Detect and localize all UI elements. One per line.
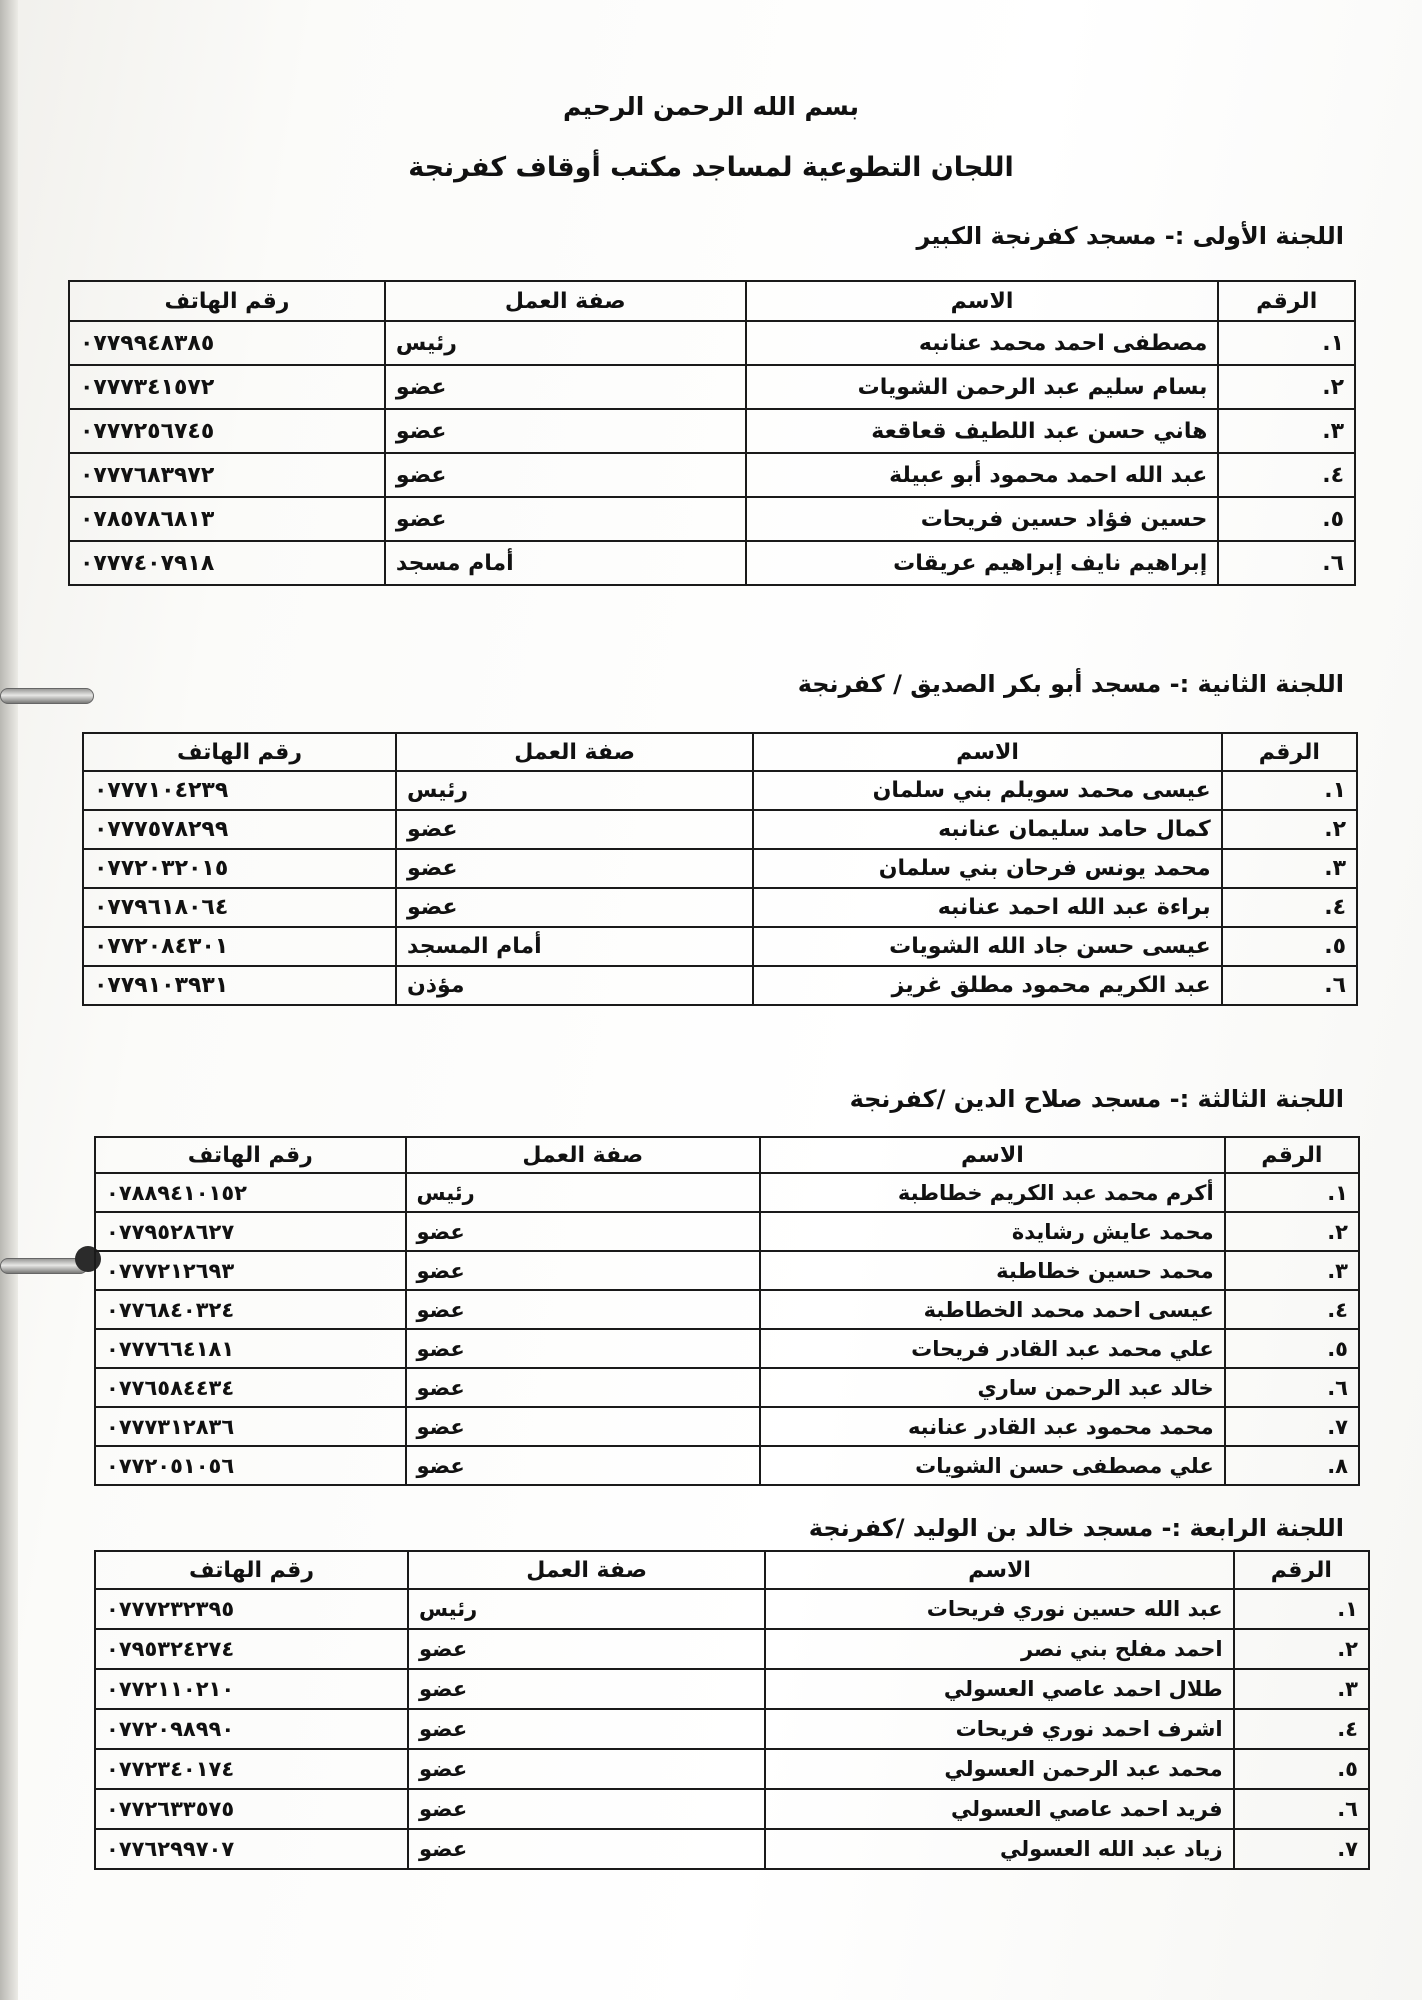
row-number: ١.	[1222, 771, 1357, 810]
member-name: احمد مفلح بني نصر	[765, 1629, 1233, 1669]
row-number: ٥.	[1234, 1749, 1369, 1789]
member-name: فريد احمد عاصي العسولي	[765, 1789, 1233, 1829]
member-role: عضو	[385, 365, 746, 409]
member-role: عضو	[408, 1749, 765, 1789]
row-number: ٧.	[1225, 1407, 1359, 1446]
member-phone: ٠٧٧٦٥٨٤٤٣٤	[95, 1368, 406, 1407]
table-row	[69, 541, 1355, 585]
member-phone: ٠٧٧٢٠٥١٠٥٦	[95, 1446, 406, 1485]
member-role: عضو	[406, 1251, 761, 1290]
page-edge-shadow	[0, 0, 18, 2000]
column-header-phone: رقم الهاتف	[83, 733, 396, 771]
column-header-name: الاسم	[765, 1551, 1233, 1589]
table-header-row	[95, 1137, 1359, 1173]
table-header-row	[69, 281, 1355, 321]
member-name: حسين فؤاد حسين فريحات	[746, 497, 1219, 541]
member-name: مصطفى احمد محمد عنانبه	[746, 321, 1219, 365]
column-header-number: الرقم	[1234, 1551, 1369, 1589]
table-row	[83, 810, 1357, 849]
member-phone: ٠٧٧٧٢٣٢٣٩٥	[95, 1589, 408, 1629]
member-role: عضو	[406, 1446, 761, 1485]
member-name: محمد عبد الرحمن العسولي	[765, 1749, 1233, 1789]
member-phone: ٠٧٧٢١١٠٢١٠	[95, 1669, 408, 1709]
row-number: ٦.	[1218, 541, 1355, 585]
member-name: كمال حامد سليمان عنانبه	[753, 810, 1221, 849]
column-header-role: صفة العمل	[396, 733, 753, 771]
table-row	[95, 1173, 1359, 1212]
column-header-name: الاسم	[760, 1137, 1225, 1173]
member-name: محمد حسين خطاطبة	[760, 1251, 1225, 1290]
member-role: عضو	[406, 1290, 761, 1329]
member-role: عضو	[406, 1212, 761, 1251]
table-row	[83, 927, 1357, 966]
member-role: عضو	[408, 1629, 765, 1669]
column-header-name: الاسم	[746, 281, 1219, 321]
member-phone: ٠٧٧٢٠٨٤٣٠١	[83, 927, 396, 966]
member-role: عضو	[396, 888, 753, 927]
member-name: عبد الكريم محمود مطلق غريز	[753, 966, 1221, 1005]
member-phone: ٠٧٧٧٣١٢٨٣٦	[95, 1407, 406, 1446]
table-row	[69, 409, 1355, 453]
member-phone: ٠٧٧٢٠٩٨٩٩٠	[95, 1709, 408, 1749]
table-row	[95, 1407, 1359, 1446]
member-role: أمام المسجد	[396, 927, 753, 966]
member-phone: ٠٧٧٢٣٤٠١٧٤	[95, 1749, 408, 1789]
column-header-role: صفة العمل	[408, 1551, 765, 1589]
member-name: عيسى حسن جاد الله الشويات	[753, 927, 1221, 966]
member-role: عضو	[385, 453, 746, 497]
member-role: أمام مسجد	[385, 541, 746, 585]
row-number: ٢.	[1218, 365, 1355, 409]
member-phone: ٠٧٧٩٥٢٨٦٢٧	[95, 1212, 406, 1251]
member-phone: ٠٧٧٩٦١٨٠٦٤	[83, 888, 396, 927]
member-role: رئيس	[396, 771, 753, 810]
row-number: ٤.	[1222, 888, 1357, 927]
member-role: عضو	[406, 1368, 761, 1407]
member-name: بسام سليم عبد الرحمن الشويات	[746, 365, 1219, 409]
committee-table-2	[82, 732, 1358, 1006]
member-name: محمد عايش رشايدة	[760, 1212, 1225, 1251]
committee-table-3	[94, 1136, 1360, 1486]
member-role: رئيس	[385, 321, 746, 365]
table-header-row	[95, 1551, 1369, 1589]
table-row	[95, 1212, 1359, 1251]
member-phone: ٠٧٧٧٦٦٤١٨١	[95, 1329, 406, 1368]
column-header-number: الرقم	[1225, 1137, 1359, 1173]
row-number: ٣.	[1218, 409, 1355, 453]
basmala-heading: بسم الله الرحمن الرحيم	[563, 92, 859, 121]
committee-table-4	[94, 1550, 1370, 1870]
member-phone: ٠٧٧٧٣٤١٥٧٢	[69, 365, 385, 409]
member-name: براءة عبد الله احمد عنانبه	[753, 888, 1221, 927]
column-header-name: الاسم	[753, 733, 1221, 771]
member-phone: ٠٧٨٨٩٤١٠١٥٢	[95, 1173, 406, 1212]
table-row	[95, 1329, 1359, 1368]
row-number: ٥.	[1222, 927, 1357, 966]
table-row	[69, 497, 1355, 541]
committee-title-2: اللجنة الثانية :- مسجد أبو بكر الصديق / كفرنجة	[797, 670, 1344, 698]
document-title: اللجان التطوعية لمساجد مكتب أوقاف كفرنجة	[408, 152, 1014, 183]
table-row	[83, 966, 1357, 1005]
row-number: ٤.	[1218, 453, 1355, 497]
member-phone: ٠٧٧٧٤٠٧٩١٨	[69, 541, 385, 585]
table-header-row	[83, 733, 1357, 771]
member-role: مؤذن	[396, 966, 753, 1005]
member-phone: ٠٧٨٥٧٨٦٨١٣	[69, 497, 385, 541]
member-role: عضو	[408, 1789, 765, 1829]
member-name: عيسى احمد محمد الخطاطبة	[760, 1290, 1225, 1329]
member-role: عضو	[396, 810, 753, 849]
member-phone: ٠٧٧٢٦٣٣٥٧٥	[95, 1789, 408, 1829]
row-number: ٥.	[1218, 497, 1355, 541]
member-phone: ٠٧٧٧٢١٢٦٩٣	[95, 1251, 406, 1290]
member-phone: ٠٧٧٩٩٤٨٣٨٥	[69, 321, 385, 365]
column-header-phone: رقم الهاتف	[95, 1137, 406, 1173]
member-role: عضو	[406, 1329, 761, 1368]
member-name: زياد عبد الله العسولي	[765, 1829, 1233, 1869]
row-number: ٥.	[1225, 1329, 1359, 1368]
row-number: ٣.	[1234, 1669, 1369, 1709]
member-name: عبد الله احمد محمود أبو عبيلة	[746, 453, 1219, 497]
row-number: ٢.	[1222, 810, 1357, 849]
table-row	[95, 1629, 1369, 1669]
column-header-phone: رقم الهاتف	[69, 281, 385, 321]
row-number: ٦.	[1225, 1368, 1359, 1407]
row-number: ١.	[1234, 1589, 1369, 1629]
table-row	[95, 1829, 1369, 1869]
table-row	[83, 888, 1357, 927]
member-name: إبراهيم نايف إبراهيم عريقات	[746, 541, 1219, 585]
column-header-phone: رقم الهاتف	[95, 1551, 408, 1589]
column-header-role: صفة العمل	[406, 1137, 761, 1173]
row-number: ٣.	[1225, 1251, 1359, 1290]
table-row	[69, 365, 1355, 409]
table-row	[83, 849, 1357, 888]
binder-ring-upper	[0, 688, 94, 704]
row-number: ١.	[1218, 321, 1355, 365]
column-header-number: الرقم	[1218, 281, 1355, 321]
member-role: عضو	[385, 409, 746, 453]
table-row	[69, 321, 1355, 365]
member-name: عبد الله حسين نوري فريحات	[765, 1589, 1233, 1629]
member-name: خالد عبد الرحمن ساري	[760, 1368, 1225, 1407]
table-row	[95, 1749, 1369, 1789]
committee-title-4: اللجنة الرابعة :- مسجد خالد بن الوليد /كفرنجة	[808, 1514, 1344, 1542]
row-number: ٢.	[1234, 1629, 1369, 1669]
member-name: محمد محمود عبد القادر عنانبه	[760, 1407, 1225, 1446]
member-phone: ٠٧٧٧٦٨٣٩٧٢	[69, 453, 385, 497]
member-phone: ٠٧٧٧٢٥٦٧٤٥	[69, 409, 385, 453]
table-row	[95, 1368, 1359, 1407]
row-number: ٦.	[1222, 966, 1357, 1005]
member-name: علي محمد عبد القادر فريحات	[760, 1329, 1225, 1368]
member-phone: ٠٧٧٦٢٩٩٧٠٧	[95, 1829, 408, 1869]
table-row	[69, 453, 1355, 497]
column-header-number: الرقم	[1222, 733, 1357, 771]
table-row	[95, 1789, 1369, 1829]
committee-title-1: اللجنة الأولى :- مسجد كفرنجة الكبير	[916, 222, 1344, 250]
member-role: عضو	[408, 1829, 765, 1869]
member-name: علي مصطفى حسن الشويات	[760, 1446, 1225, 1485]
member-role: عضو	[408, 1669, 765, 1709]
member-name: طلال احمد عاصي العسولي	[765, 1669, 1233, 1709]
column-header-role: صفة العمل	[385, 281, 746, 321]
committee-table-1	[68, 280, 1356, 586]
committee-title-3: اللجنة الثالثة :- مسجد صلاح الدين /كفرنجة	[849, 1085, 1344, 1113]
row-number: ٧.	[1234, 1829, 1369, 1869]
member-role: عضو	[408, 1709, 765, 1749]
row-number: ٢.	[1225, 1212, 1359, 1251]
table-row	[95, 1589, 1369, 1629]
row-number: ٣.	[1222, 849, 1357, 888]
member-role: عضو	[385, 497, 746, 541]
member-phone: ٠٧٧٩١٠٣٩٣١	[83, 966, 396, 1005]
member-role: عضو	[406, 1407, 761, 1446]
member-phone: ٠٧٩٥٣٢٤٢٧٤	[95, 1629, 408, 1669]
table-row	[95, 1446, 1359, 1485]
member-role: عضو	[396, 849, 753, 888]
table-row	[83, 771, 1357, 810]
table-row	[95, 1669, 1369, 1709]
row-number: ٦.	[1234, 1789, 1369, 1829]
row-number: ٨.	[1225, 1446, 1359, 1485]
member-phone: ٠٧٧٢٠٣٢٠١٥	[83, 849, 396, 888]
table-row	[95, 1251, 1359, 1290]
table-row	[95, 1709, 1369, 1749]
member-name: محمد يونس فرحان بني سلمان	[753, 849, 1221, 888]
row-number: ٤.	[1225, 1290, 1359, 1329]
row-number: ١.	[1225, 1173, 1359, 1212]
member-name: هاني حسن عبد اللطيف قعاقعة	[746, 409, 1219, 453]
member-phone: ٠٧٧٦٨٤٠٣٢٤	[95, 1290, 406, 1329]
member-name: اشرف احمد نوري فريحات	[765, 1709, 1233, 1749]
member-phone: ٠٧٧٧١٠٤٢٣٩	[83, 771, 396, 810]
member-role: رئيس	[406, 1173, 761, 1212]
member-name: عيسى محمد سويلم بني سلمان	[753, 771, 1221, 810]
member-name: أكرم محمد عبد الكريم خطاطبة	[760, 1173, 1225, 1212]
member-role: رئيس	[408, 1589, 765, 1629]
row-number: ٤.	[1234, 1709, 1369, 1749]
table-row	[95, 1290, 1359, 1329]
member-phone: ٠٧٧٧٥٧٨٢٩٩	[83, 810, 396, 849]
